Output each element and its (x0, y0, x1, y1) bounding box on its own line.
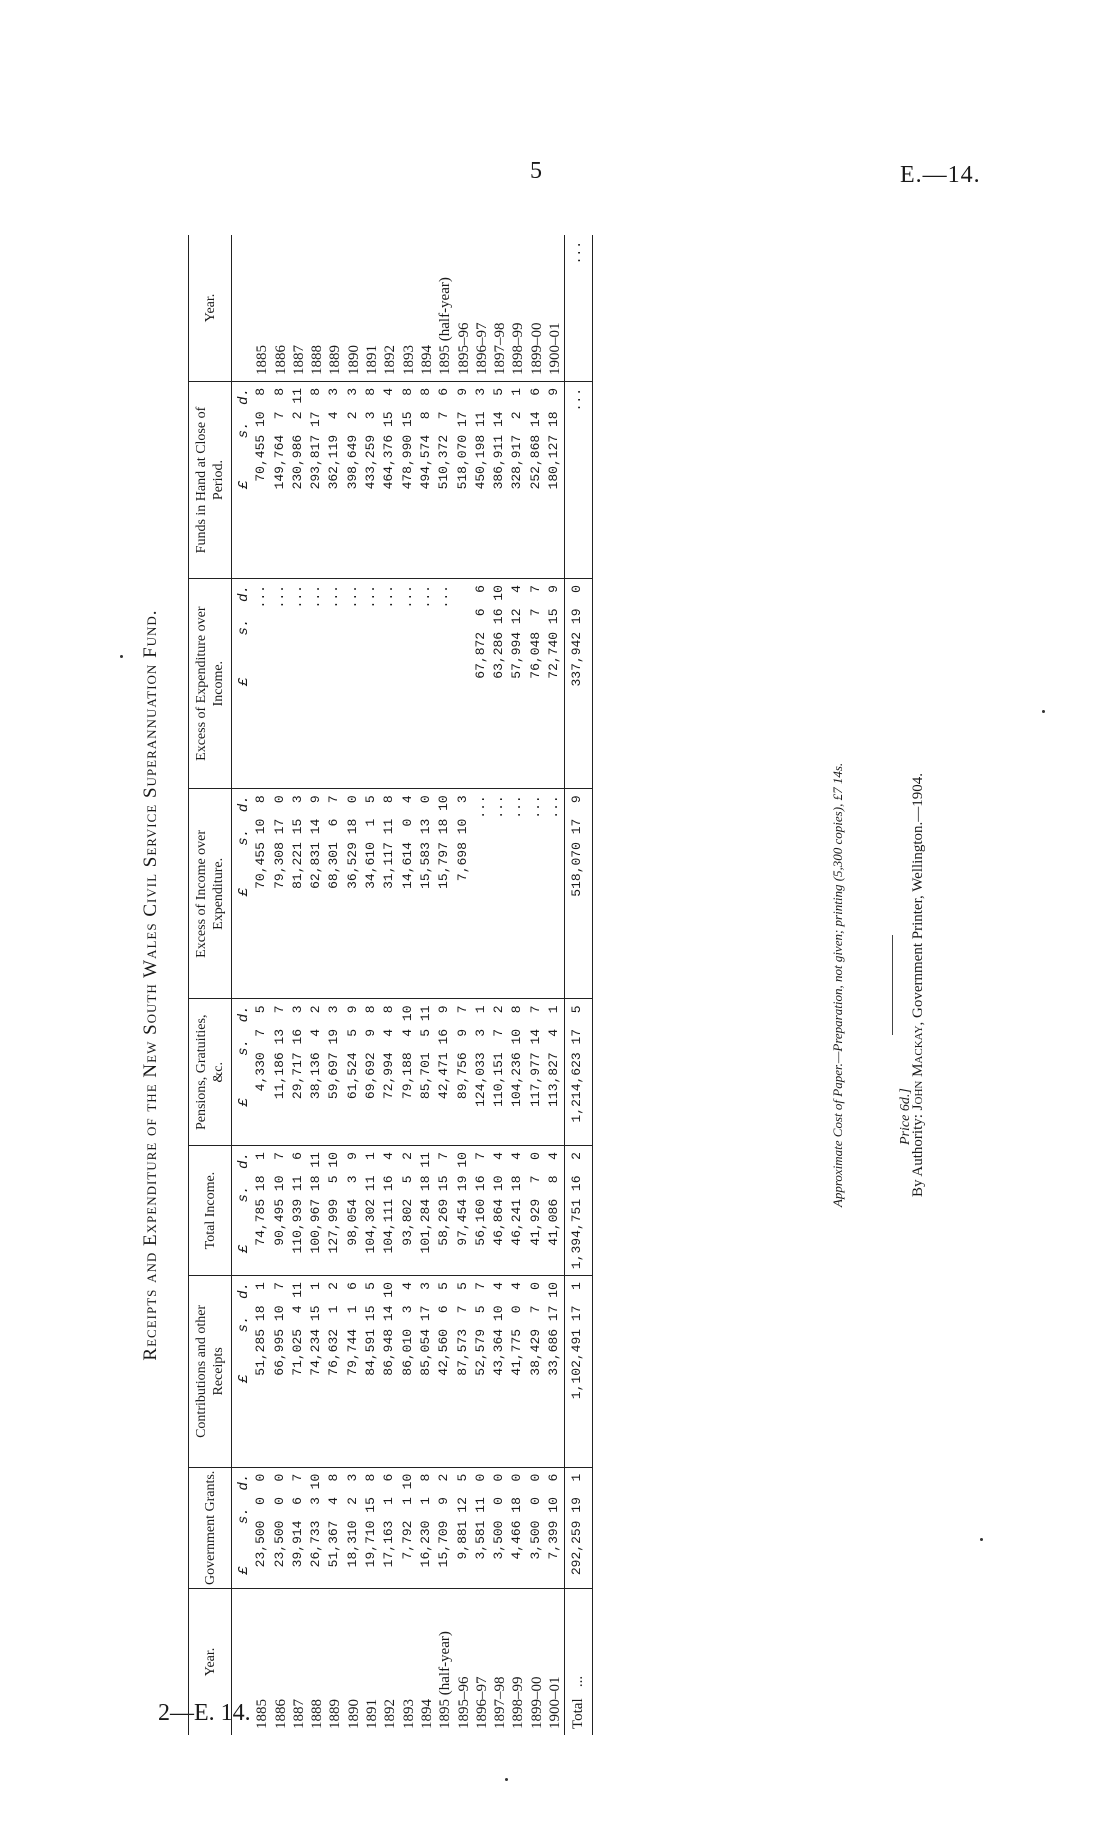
cell-contributions: 66,995 10 7 (272, 1276, 290, 1468)
cell-total-income: 104,302 11 1 (363, 1146, 381, 1276)
cell-total-income: 97,454 19 10 (455, 1146, 473, 1276)
cell-funds-in-hand: 518,070 17 9 (455, 382, 473, 579)
cell-excess-income: ... (491, 789, 509, 999)
cell-pensions: 79,188 4 10 (400, 999, 418, 1146)
cell-government-grants: 15,709 9 2 (436, 1467, 454, 1588)
header-year-right: Year. (189, 235, 232, 382)
cell-pensions: 11,186 13 7 (272, 999, 290, 1146)
cell-excess-expenditure: ... (436, 579, 454, 789)
cell-excess-expenditure: ... (272, 579, 290, 789)
cell-funds-in-hand: 494,574 8 8 (418, 382, 436, 579)
unit-label: £ s. d. (232, 999, 254, 1146)
cell-excess-expenditure: ... (326, 579, 344, 789)
table-row (326, 235, 344, 1735)
cell-funds-in-hand: 510,372 7 6 (436, 382, 454, 579)
cell-total-income: 56,160 16 7 (473, 1146, 491, 1276)
divider-rule (892, 935, 893, 1035)
cell-funds-in-hand: 180,127 18 9 (546, 382, 565, 579)
header-year: Year. (189, 1589, 232, 1736)
cell-year: 1894 (418, 1699, 435, 1729)
cell-contributions: 33,686 17 10 (546, 1276, 565, 1468)
table-row (253, 235, 271, 1735)
cell-funds-in-hand: 149,764 7 8 (272, 382, 290, 579)
cell-year: 1885 (254, 1699, 271, 1729)
cell-year: 1886 (272, 1699, 289, 1729)
table-row (290, 235, 308, 1735)
cell-contributions: 41,775 0 4 (509, 1276, 527, 1468)
cell-excess-income: 68,301 6 7 (326, 789, 344, 999)
unit-label: £ s. d. (232, 1146, 254, 1276)
cell-excess-income: ... (528, 789, 546, 999)
table-title: Receipts and Expenditure of the New South Wales Civil Service Superannuation Fund. (140, 609, 161, 1361)
cell-excess-income: 79,308 17 0 (272, 789, 290, 999)
cell-government-grants: 4,466 18 0 (509, 1467, 527, 1588)
cell-funds-in-hand: 450,198 11 3 (473, 382, 491, 579)
cell-funds-in-hand: 230,986 2 11 (290, 382, 308, 579)
cell-total-income: 46,241 18 4 (509, 1146, 527, 1276)
cell-total-income: 41,086 8 4 (546, 1146, 565, 1276)
cell-year: 1890 (345, 1699, 362, 1729)
cell-government-grants: 7,792 1 10 (400, 1467, 418, 1588)
cell-excess-income: 15,797 18 10 (436, 789, 454, 999)
header-excess-expenditure: Excess of Expenditure over Income. (189, 579, 232, 789)
cell-funds-in-hand: 464,376 15 4 (381, 382, 399, 579)
cell-contributions: 86,010 3 4 (400, 1276, 418, 1468)
cell-funds-in-hand: 252,868 14 6 (528, 382, 546, 579)
cell-government-grants: 19,710 15 8 (363, 1467, 381, 1588)
price-note: Price 6d.] (898, 1088, 913, 1145)
cell-year: 1887 (290, 1699, 307, 1729)
cell-excess-income: 62,831 14 9 (308, 789, 326, 999)
cell-excess-income: 14,614 0 4 (400, 789, 418, 999)
table-row (491, 235, 509, 1735)
cell-total-income: 127,999 5 10 (326, 1146, 344, 1276)
cell-government-grants: 23,500 0 0 (272, 1467, 290, 1588)
cell-excess-income: ... (473, 789, 491, 999)
cell-total-income: 90,495 10 7 (272, 1146, 290, 1276)
total-cell-excess-expenditure: 337,942 19 0 (565, 579, 592, 789)
cell-year-right: 1898–99 (509, 235, 527, 382)
cell-excess-income: ... (509, 789, 527, 999)
cell-contributions: 38,429 7 0 (528, 1276, 546, 1468)
cell-year-right: 1893 (400, 235, 418, 382)
cell-funds-in-hand: 293,817 17 8 (308, 382, 326, 579)
cell-pensions: 61,524 5 9 (345, 999, 363, 1146)
cost-note: Approximate Cost of Paper.—Preparation, not given; printing (5,300 copies), £7 14s. (830, 762, 845, 1208)
cell-pensions: 124,033 3 1 (473, 999, 491, 1146)
units-row (232, 235, 254, 1735)
cell-contributions: 52,579 5 7 (473, 1276, 491, 1468)
table-row (363, 235, 381, 1735)
cell-excess-expenditure: 67,872 6 6 (473, 579, 491, 789)
table-row (272, 235, 290, 1735)
cell-year: 1896–97 (473, 1676, 490, 1729)
cell-year: 1897–98 (492, 1676, 509, 1729)
cell-year: 1893 (400, 1699, 417, 1729)
cell-year-right: 1900–01 (546, 235, 565, 382)
cell-pensions: 117,977 14 7 (528, 999, 546, 1146)
cell-total-income: 110,939 11 6 (290, 1146, 308, 1276)
cell-pensions: 59,697 19 3 (326, 999, 344, 1146)
cell-year: 1898–99 (510, 1676, 527, 1729)
cell-year-right: 1891 (363, 235, 381, 382)
cell-pensions: 69,692 9 8 (363, 999, 381, 1146)
cell-excess-income: ... (546, 789, 565, 999)
document-reference-bottom: 2—E. 14. (158, 1700, 251, 1726)
table-row (381, 235, 399, 1735)
cell-pensions: 72,994 4 8 (381, 999, 399, 1146)
cell-year-right: 1885 (253, 235, 271, 382)
total-cell-pensions: 1,214,623 17 5 (565, 999, 592, 1146)
cell-pensions: 85,701 5 11 (418, 999, 436, 1146)
cell-excess-expenditure: 63,286 16 10 (491, 579, 509, 789)
header-excess-income: Excess of Income over Expenditure. (189, 789, 232, 999)
cell-excess-income: 36,529 18 0 (345, 789, 363, 999)
cell-year: 1889 (327, 1699, 344, 1729)
total-cell-government-grants: 292,259 19 1 (565, 1467, 592, 1588)
cell-excess-income: 81,221 15 3 (290, 789, 308, 999)
cell-contributions: 85,054 17 3 (418, 1276, 436, 1468)
table-row (509, 235, 527, 1735)
cell-contributions: 71,025 4 11 (290, 1276, 308, 1468)
cell-excess-expenditure: ... (363, 579, 381, 789)
cell-total-income: 104,111 16 4 (381, 1146, 399, 1276)
table-row (345, 235, 363, 1735)
cell-funds-in-hand: 362,119 4 3 (326, 382, 344, 579)
table-row (308, 235, 326, 1735)
speck-mark (1042, 710, 1045, 713)
superannuation-fund-table (188, 235, 593, 1735)
cell-pensions: 104,236 10 8 (509, 999, 527, 1146)
cell-total-income: 58,269 15 7 (436, 1146, 454, 1276)
cell-government-grants: 7,399 10 6 (546, 1467, 565, 1588)
cell-government-grants: 26,733 3 10 (308, 1467, 326, 1588)
cell-excess-expenditure: ... (381, 579, 399, 789)
table-row (528, 235, 546, 1735)
cell-contributions: 79,744 1 6 (345, 1276, 363, 1468)
cell-total-income: 98,054 3 9 (345, 1146, 363, 1276)
cell-excess-expenditure: ... (418, 579, 436, 789)
cell-total-income: 93,802 5 2 (400, 1146, 418, 1276)
header-total-income: Total Income. (189, 1146, 232, 1276)
cell-year-right: 1894 (418, 235, 436, 382)
cell-year-right: 1888 (308, 235, 326, 382)
cell-funds-in-hand: 398,649 2 3 (345, 382, 363, 579)
cell-government-grants: 3,500 0 0 (491, 1467, 509, 1588)
cell-government-grants: 23,500 0 0 (253, 1467, 271, 1588)
cell-year-right: 1896–97 (473, 235, 491, 382)
cell-contributions: 76,632 1 2 (326, 1276, 344, 1468)
cell-year-right: 1892 (381, 235, 399, 382)
cell-excess-expenditure: 76,048 7 7 (528, 579, 546, 789)
cell-contributions: 84,591 15 5 (363, 1276, 381, 1468)
cell-total-income: 46,864 10 4 (491, 1146, 509, 1276)
cell-contributions: 87,573 7 5 (455, 1276, 473, 1468)
table-row (546, 235, 565, 1735)
cell-contributions: 42,560 6 5 (436, 1276, 454, 1468)
cell-year-right: 1899–00 (528, 235, 546, 382)
cell-funds-in-hand: 386,911 14 5 (491, 382, 509, 579)
speck-mark (120, 655, 123, 658)
cell-year: 1899–00 (528, 1676, 545, 1729)
unit-label: £ s. d. (232, 579, 254, 789)
cell-year: 1888 (309, 1699, 326, 1729)
cell-pensions: 89,756 9 7 (455, 999, 473, 1146)
table-row (473, 235, 491, 1735)
cell-contributions: 74,234 15 1 (308, 1276, 326, 1468)
cell-year-right: 1890 (345, 235, 363, 382)
total-cell-contributions: 1,102,491 17 1 (565, 1276, 592, 1468)
cell-excess-expenditure: ... (400, 579, 418, 789)
cell-year-right: 1887 (290, 235, 308, 382)
document-reference-top: E.—14. (900, 162, 981, 188)
cell-excess-expenditure: 57,994 12 4 (509, 579, 527, 789)
cell-year-right: 1895 (half-year) (436, 235, 454, 382)
cell-total-income: 74,785 18 1 (253, 1146, 271, 1276)
table-row (436, 235, 454, 1735)
cell-government-grants: 3,581 11 0 (473, 1467, 491, 1588)
unit-label: £ s. d. (232, 789, 254, 999)
cell-government-grants: 9,881 12 5 (455, 1467, 473, 1588)
cell-year-right: 1895–96 (455, 235, 473, 382)
cell-contributions: 86,948 14 10 (381, 1276, 399, 1468)
cell-excess-expenditure: ... (345, 579, 363, 789)
cell-pensions: 113,827 4 1 (546, 999, 565, 1146)
cell-government-grants: 39,914 6 7 (290, 1467, 308, 1588)
cell-year: 1895 (half-year) (437, 1631, 454, 1729)
total-cell-year: Total ... (565, 1589, 592, 1736)
total-cell-funds-in-hand: ... (565, 382, 592, 579)
cell-excess-expenditure: ... (308, 579, 326, 789)
unit-label: £ s. d. (232, 1467, 254, 1588)
cell-funds-in-hand: 328,917 2 1 (509, 382, 527, 579)
cell-pensions: 110,151 7 2 (491, 999, 509, 1146)
cell-government-grants: 17,163 1 6 (381, 1467, 399, 1588)
cell-government-grants: 16,230 1 8 (418, 1467, 436, 1588)
cell-contributions: 51,285 18 1 (253, 1276, 271, 1468)
cell-funds-in-hand: 433,259 3 8 (363, 382, 381, 579)
header-pensions: Pensions, Gratuities, &c. (189, 999, 232, 1146)
cell-excess-income: 31,117 11 8 (381, 789, 399, 999)
cell-year-right: 1886 (272, 235, 290, 382)
cell-year: 1891 (364, 1699, 381, 1729)
cell-excess-expenditure: ... (253, 579, 271, 789)
printing-authority: By Authority: John Mackay, Government Printer, Wellington.—1904. (910, 773, 926, 1198)
speck-mark (505, 1778, 508, 1781)
cell-total-income: 101,284 18 11 (418, 1146, 436, 1276)
cell-total-income: 100,967 18 11 (308, 1146, 326, 1276)
cell-excess-expenditure: 72,740 15 9 (546, 579, 565, 789)
cell-year-right: 1897–98 (491, 235, 509, 382)
cell-pensions: 38,136 4 2 (308, 999, 326, 1146)
cell-excess-expenditure (455, 579, 473, 789)
cell-pensions: 42,471 16 9 (436, 999, 454, 1146)
header-funds-in-hand: Funds in Hand at Close of Period. (189, 382, 232, 579)
cell-year: 1892 (382, 1699, 399, 1729)
table-row (400, 235, 418, 1735)
cell-funds-in-hand: 478,990 15 8 (400, 382, 418, 579)
cell-year: 1895–96 (455, 1676, 472, 1729)
cell-excess-income: 70,455 10 8 (253, 789, 271, 999)
table-row (455, 235, 473, 1735)
cell-excess-expenditure: ... (290, 579, 308, 789)
cell-total-income: 41,929 7 0 (528, 1146, 546, 1276)
rotated-table-section (140, 225, 1020, 1745)
cell-year-right: 1889 (326, 235, 344, 382)
cell-funds-in-hand: 70,455 10 8 (253, 382, 271, 579)
table-row (418, 235, 436, 1735)
total-row (565, 235, 592, 1735)
cell-excess-income: 34,610 1 5 (363, 789, 381, 999)
header-contributions: Contributions and other Receipts (189, 1276, 232, 1468)
total-cell-year-right: ... (565, 235, 592, 382)
cell-excess-income: 7,698 10 3 (455, 789, 473, 999)
cell-pensions: 4,330 7 5 (253, 999, 271, 1146)
header-government-grants: Government Grants. (189, 1467, 232, 1588)
total-cell-excess-income: 518,070 17 9 (565, 789, 592, 999)
cell-pensions: 29,717 16 3 (290, 999, 308, 1146)
cell-government-grants: 3,500 0 0 (528, 1467, 546, 1588)
unit-label: £ s. d. (232, 1276, 254, 1468)
cell-year: 1900–01 (546, 1676, 563, 1729)
table-header-row (189, 235, 232, 1735)
unit-label: £ s. d. (232, 382, 254, 579)
cell-government-grants: 51,367 4 8 (326, 1467, 344, 1588)
page-number: 5 (530, 158, 542, 184)
cell-excess-income: 15,583 13 0 (418, 789, 436, 999)
cell-government-grants: 18,310 2 3 (345, 1467, 363, 1588)
cell-contributions: 43,364 10 4 (491, 1276, 509, 1468)
total-cell-total-income: 1,394,751 16 2 (565, 1146, 592, 1276)
